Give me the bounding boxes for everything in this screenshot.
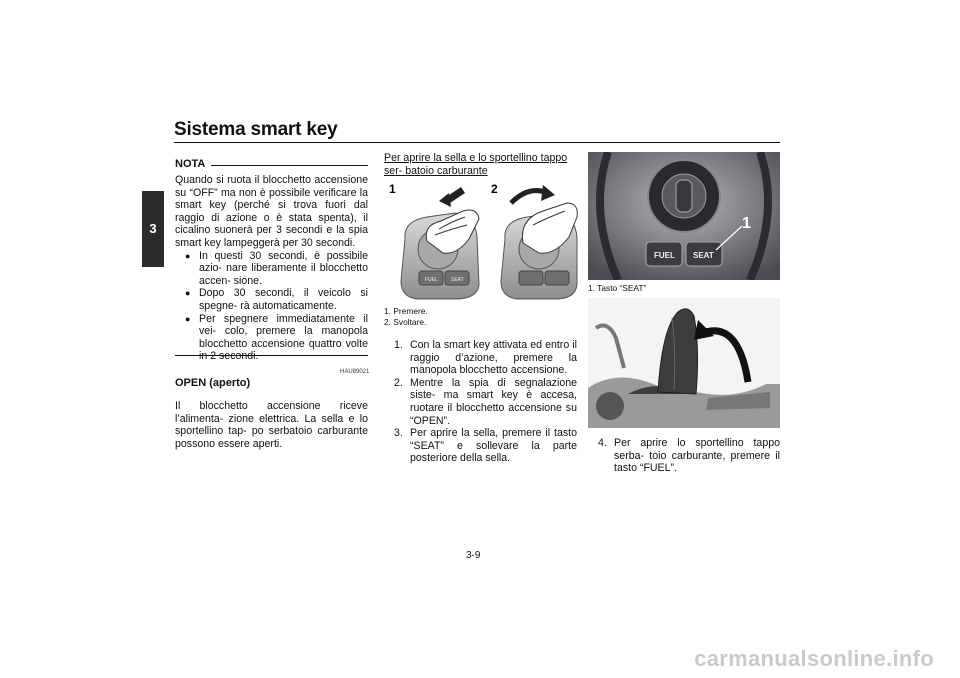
open-subheading: Per aprire la sella e lo sportellino tappo ser- batoio carburante	[384, 152, 568, 177]
watermark: carmanualsonline.info	[694, 646, 934, 671]
nota-body	[175, 174, 368, 363]
open-body	[175, 400, 368, 450]
switch-illustration	[383, 181, 579, 303]
figure-label-1: 1	[389, 182, 396, 196]
nota-bullet: ● Dopo 30 secondi, il veicolo si spegne- rà automaticamente.	[175, 287, 368, 312]
photo-caption: 1. Tasto “SEAT”	[588, 283, 647, 293]
step-number: 1.	[394, 339, 403, 351]
page-number: 3-9	[466, 550, 481, 561]
figure-captions	[384, 306, 577, 328]
chapter-tab: 3	[142, 191, 164, 267]
step-text: Mentre la spia di segnalazione siste- ma smart key è accesa, ruotare il blocchetto accensione su “OPEN”.	[410, 376, 577, 427]
step-number: 4.	[598, 437, 607, 449]
fuel-step	[588, 437, 780, 475]
step-item	[588, 437, 780, 475]
title-rule	[174, 142, 780, 143]
photo-seat-label: SEAT	[693, 251, 714, 260]
photo-fuel-label: FUEL	[654, 251, 675, 260]
step-item	[384, 427, 577, 465]
figure-label-2: 2	[491, 182, 498, 196]
scooter-seat-illustration	[588, 298, 780, 428]
step-number: 3.	[394, 427, 403, 440]
nota-bullet: ● Per spegnere immediatamente il vei- colo, premere la manopola blocchetto accensione quattro volte in 2 secondi.	[175, 313, 368, 363]
caption-item: 2. Svoltare.	[384, 317, 427, 327]
step-text: Con la smart key attivata ed entro il raggio d’azione, premere la manopola blocchetto accensione.	[410, 339, 577, 377]
step-item	[384, 377, 577, 427]
seat-button-photo	[588, 152, 780, 280]
seat-open-photo	[588, 298, 780, 428]
section-code: HAU89021	[340, 369, 370, 375]
ignition-photo	[588, 152, 780, 280]
open-steps	[384, 339, 577, 465]
open-paragraph: Il blocchetto accensione riceve l’alimenta- zione elettrica. La sella e lo sportellino tap- po serbatoio carburante possono essere aperti.	[175, 400, 368, 450]
photo-callout-1: 1	[742, 215, 751, 232]
step-text: Per aprire la sella, premere il tasto “SEAT” e sollevare la parte posteriore della sella.	[410, 427, 577, 465]
step-text: Per aprire lo sportellino tappo serba- toio carburante, premere il tasto “FUEL”.	[614, 437, 780, 475]
nota-rule	[211, 165, 368, 166]
page-title: Sistema smart key	[174, 119, 338, 140]
nota-intro: Quando si ruota il blocchetto accensione su “OFF” ma non è possibile verificare la smart key (perché si trova fuori dal raggio di azione o è stata spenta), il cicalino suonerà per 3 secondi e la spia smart key lampeggerà per 30 secondi.	[175, 174, 368, 249]
switch-figure	[383, 181, 579, 303]
nota-heading	[175, 158, 368, 170]
seat-button-label: SEAT	[451, 277, 464, 283]
nota-end-rule	[175, 355, 368, 356]
open-heading: OPEN (aperto)	[175, 377, 251, 389]
caption-item: 1. Premere.	[384, 306, 428, 316]
nota-label: NOTA	[175, 158, 206, 170]
nota-bullet: ● In questi 30 secondi, è possibile azio- nare liberamente il blocchetto accen- sione.	[175, 250, 368, 288]
step-item	[384, 339, 577, 377]
step-number: 2.	[394, 376, 403, 389]
fuel-button-label: FUEL	[425, 277, 438, 283]
nota-bullets	[175, 250, 368, 363]
